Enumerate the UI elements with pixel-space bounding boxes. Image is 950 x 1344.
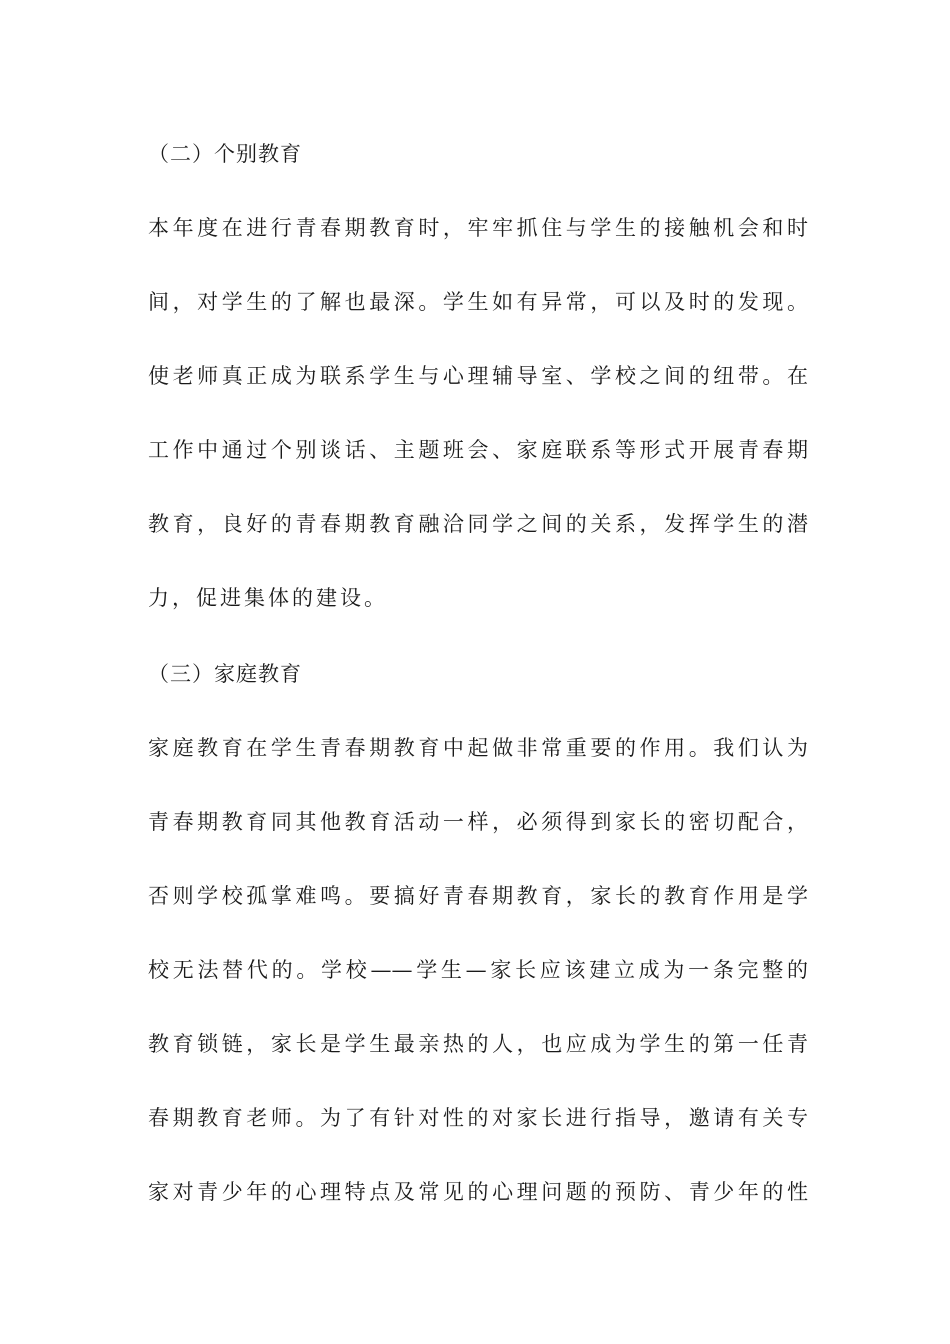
section-heading-family-education: （三）家庭教育	[148, 662, 302, 686]
paragraph-line: 间，对学生的了解也最深。学生如有异常，可以及时的发现。	[148, 290, 808, 314]
section-heading-individual-education: （二）个别教育	[148, 142, 302, 166]
paragraph-line: 教育锁链，家长是学生最亲热的人，也应成为学生的第一任青	[148, 1032, 808, 1056]
paragraph-line: 春期教育老师。为了有针对性的对家长进行指导，邀请有关专	[148, 1106, 808, 1130]
paragraph-line: 教育，良好的青春期教育融洽同学之间的关系，发挥学生的潜	[148, 512, 808, 536]
paragraph-line: 青春期教育同其他教育活动一样，必须得到家长的密切配合，	[148, 810, 808, 834]
paragraph-line: 否则学校孤掌难鸣。要搞好青春期教育，家长的教育作用是学	[148, 884, 808, 908]
paragraph-line: 使老师真正成为联系学生与心理辅导室、学校之间的纽带。在	[148, 364, 808, 388]
paragraph-line: 力，促进集体的建设。	[148, 586, 388, 610]
paragraph-line: 工作中通过个别谈话、主题班会、家庭联系等形式开展青春期	[148, 438, 808, 462]
paragraph-line: 本年度在进行青春期教育时，牢牢抓住与学生的接触机会和时	[148, 216, 808, 240]
paragraph-line: 家对青少年的心理特点及常见的心理问题的预防、青少年的性	[148, 1180, 808, 1204]
paragraph-line: 家庭教育在学生青春期教育中起做非常重要的作用。我们认为	[148, 736, 808, 760]
paragraph-line: 校无法替代的。学校——学生—家长应该建立成为一条完整的	[148, 958, 808, 982]
